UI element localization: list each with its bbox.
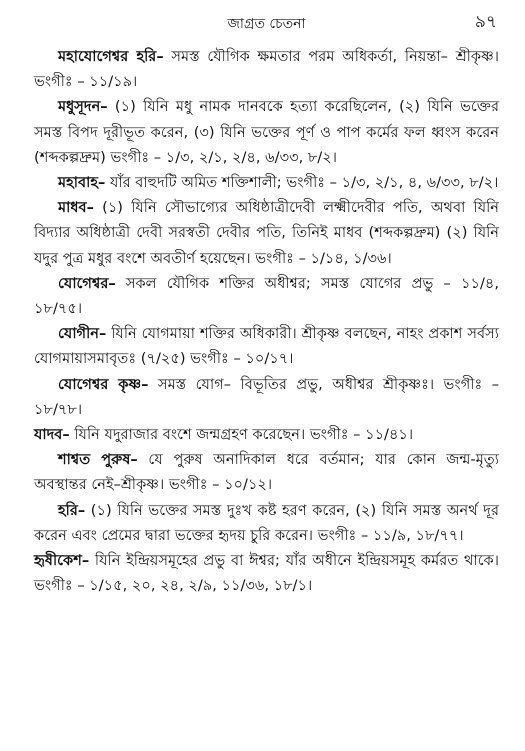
glossary-entries <box>34 44 499 598</box>
entry-mahabahu <box>34 170 499 195</box>
entry-yogeshwar <box>34 271 499 321</box>
entry-yogeshwar-krishna <box>34 372 499 422</box>
entry-term: মধুসূদন– <box>58 98 108 116</box>
entry-term: মহাযোগেশ্বর হরি– <box>58 48 164 65</box>
page-number: ৯৭ <box>474 12 497 32</box>
entry-yogin <box>34 321 499 371</box>
entry-text: যিনি যোগমায়া শক্তির অধিকারী। শ্রীকৃষ্ণ বলছেন, নাহং প্রকাশ সর্বস্য যোগমায়াসমাবৃতঃ (৭/২৫) ভংগীঃ – ১০/১৭। <box>34 325 499 368</box>
entry-term: শাশ্বত পুরুষ– <box>58 451 138 469</box>
entry-text: (১) যিনি ভক্তের সমস্ত দুঃখ কষ্ট হরণ করেন, (২) যিনি সমস্ত অনর্থ দূর করেন এবং প্রেমের দ্বারা ভক্তের হৃদয় চুরি করেন। ভংগীঃ – ১১/৯, ১৮/৭৭। <box>34 501 499 544</box>
entry-term: মাধব– <box>58 199 94 217</box>
entry-text: যিনি যদুরাজার বংশে জন্মগ্রহণ করেছেন। ভংগীঃ – ১১/৪১। <box>69 426 414 444</box>
entry-text: সমস্ত যোগ– বিভূতির প্রভু, অধীশ্বর শ্রীকৃষ্ণঃ। ভংগীঃ – ১৮/৭৮। <box>34 375 499 418</box>
running-title: জাগ্রত চেতনা <box>227 16 306 32</box>
entry-term: যাদব– <box>34 426 70 444</box>
page-header <box>34 0 499 44</box>
entry-yadav <box>34 422 499 447</box>
entry-term: মহাবাহ– <box>58 174 106 192</box>
entry-text: যাঁর বাহুদটি অমিত শক্তিশালী; ভংগীঃ – ১/৩, ২/১, ৪, ৬/৩৩, ৮/২। <box>105 174 499 192</box>
entry-madhav <box>34 195 499 271</box>
entry-hari <box>34 498 499 548</box>
entry-text: (১) যিনি সৌভাগ্যের অধিষ্ঠাত্রীদেবী লক্ষ্মীদেবীর পতি, অথবা যিনি বিদ্যার অধিষ্ঠাত্রী দেবী সরস্বতী দেবীর পতি, তিনিই মাধব (শব্দকল্পদ্রুম) (২) যিনি যদুর পুত্র মধুর বংশে অবতীর্ণ হয়েছেন। ভংগীঃ – ১/১৪, ১/৩৬। <box>34 199 499 267</box>
entry-term: হরি– <box>58 501 86 519</box>
entry-term: যোগীন– <box>58 325 107 343</box>
entry-text: (১) যিনি মধু নামক দানবকে হত্যা করেছিলেন, (২) যিনি ভক্তের সমস্ত বিপদ দূরীভূত করেন, (৩) যিনি ভক্তের পূর্ণ ও পাপ কর্মের ফল ধ্বংস করেন (শব্দকল্পদ্রুম) ভংগীঃ – ১/৩, ২/১, ২/৪, ৬/৩৩, ৮/২। <box>34 98 499 166</box>
entry-text: সমস্ত যৌগিক ক্ষমতার পরম অধিকর্তা, নিয়ন্তা– শ্রীকৃষ্ণ। ভংগীঃ – ১১/১৯। <box>34 48 499 91</box>
entry-text: যিনি ইন্দ্রিয়সমূহের প্রভু বা ঈশ্বর; যাঁর অধীনে ইন্দ্রিয়সমূহ কর্মরত থাকে। ভংগীঃ – ১/১৫, ২০, ২৪, ২/৯, ১১/৩৬, ১৮/১। <box>34 552 499 595</box>
entry-text: সকল যৌগিক শক্তির অধীশ্বর; সমস্ত যোগের প্রভু – ১১/৪, ১৮/৭৫। <box>34 274 499 318</box>
entry-term: হৃষীকেশ– <box>34 552 90 570</box>
entry-shashwat-purush <box>34 447 499 497</box>
entry-term: যোগেশ্বর কৃষ্ণ– <box>58 375 149 393</box>
entry-mahayogeshwar-hari <box>34 44 499 94</box>
entry-term: যোগেশ্বর– <box>58 274 116 292</box>
entry-text: যে পুরুষ অনাদিকাল ধরে বর্তমান; যার কোন জন্ম-মৃত্যু অবস্থান্তর নেই–শ্রীকৃষ্ণ। ভংগীঃ – ১০/১২। <box>34 451 499 494</box>
entry-hrishikesh <box>34 548 499 598</box>
entry-madhusudan <box>34 94 499 170</box>
